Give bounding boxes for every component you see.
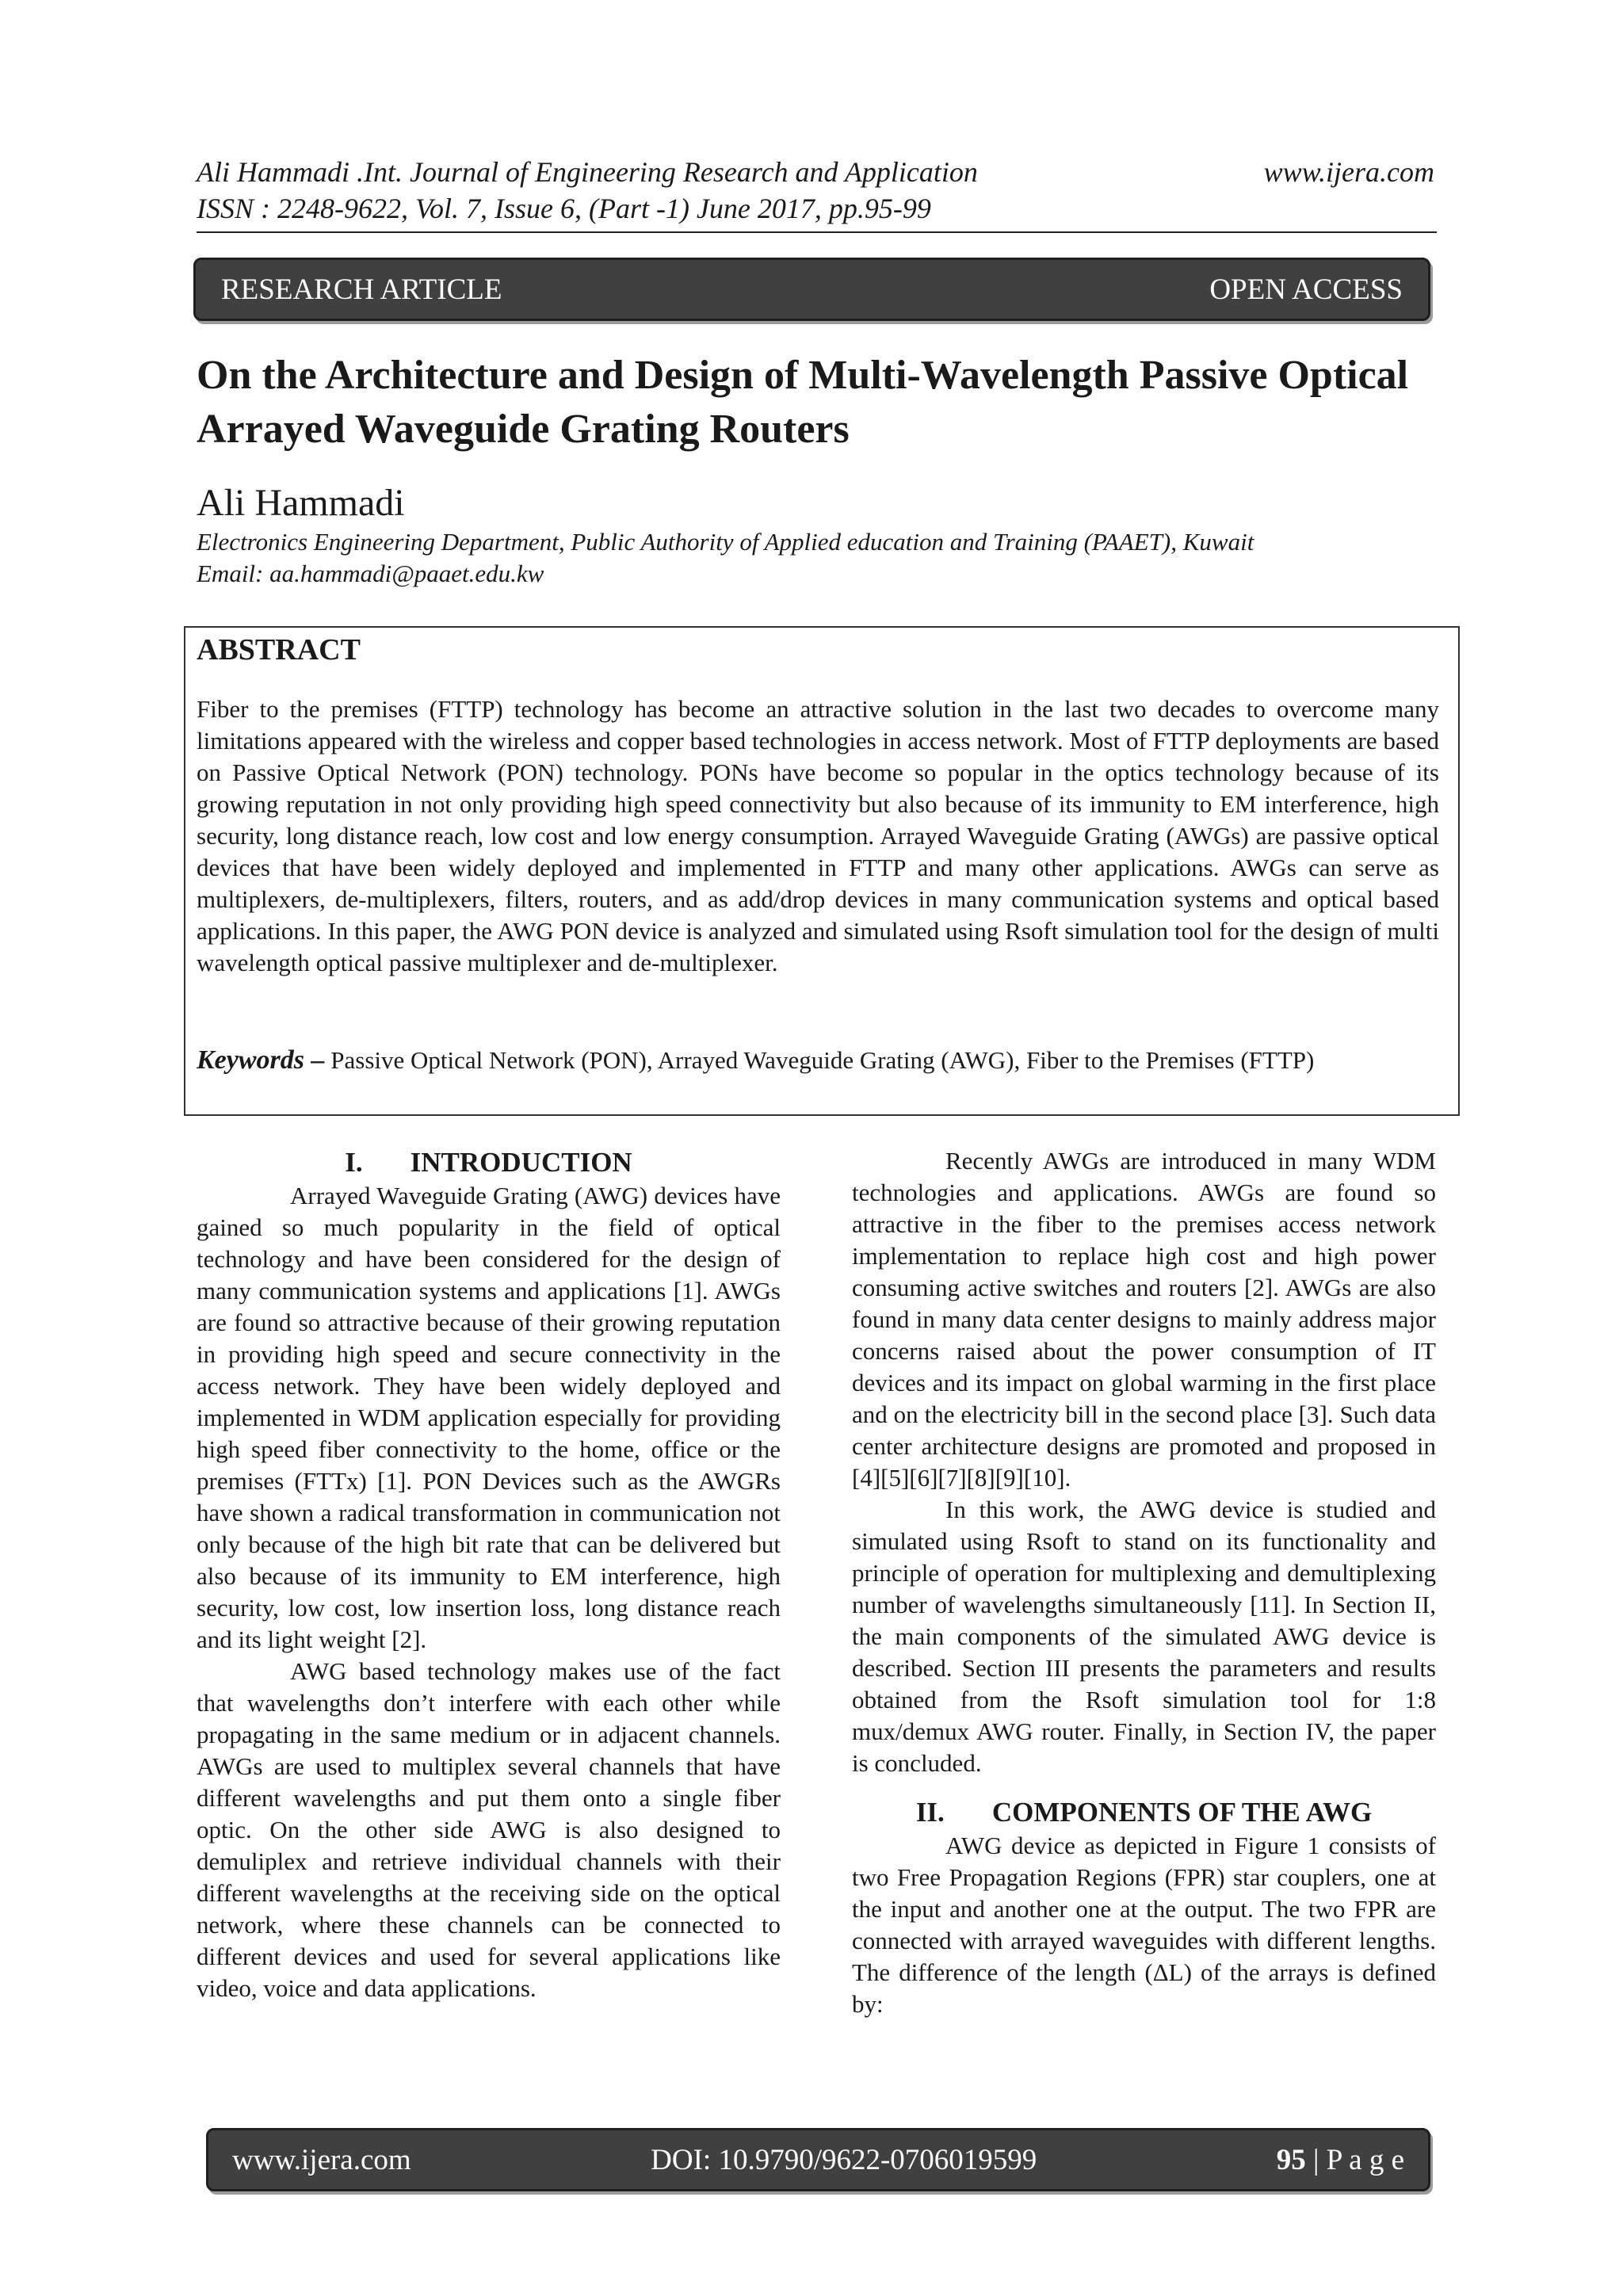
section-heading-introduction: [197, 1145, 781, 1180]
header-divider: [197, 231, 1437, 233]
section-title: INTRODUCTION: [410, 1147, 632, 1178]
section-heading-components: [852, 1795, 1436, 1830]
body-paragraph: In this work, the AWG device is studied and simulated using Rsoft to stand on its functionality and principle of operation for multiplexing and demultiplexing number of wavelengths simultaneously [11]. In Section II, the main components of the simulated AWG device is described. Section III presents the parameters and results obtained from the Rsoft simulation tool for 1:8 mux/demux AWG router. Finally, in Section IV, the paper is concluded.: [852, 1496, 1436, 1777]
issn-line: ISSN : 2248-9622, Vol. 7, Issue 6, (Part -1) June 2017, pp.95-99: [197, 193, 931, 224]
author-affiliation: Electronics Engineering Department, Public Authority of Applied education and Training (PAAET), Kuwait: [197, 528, 1254, 556]
research-article-label: RESEARCH ARTICLE: [221, 273, 502, 306]
author-affiliation-block: [197, 526, 1465, 590]
footer-page: [1277, 2143, 1404, 2177]
body-paragraph: AWG device as depicted in Figure 1 consists of two Free Propagation Regions (FPR) star couplers, one at the input and another one at the output. The two FPR are connected with arrayed waveguides with different lengths. The difference of the length (ΔL) of the arrays is defined by:: [852, 1832, 1436, 2018]
body-paragraph: Recently AWGs are introduced in many WDM technologies and applications. AWGs are found so attractive in the fiber to the premises access network implementation to replace high cost and high power consuming active switches and routers [2]. AWGs are also found in many data center designs to mainly address major concerns raised about the power consumption of IT devices and its impact on global warming in the first place and on the electricity bill in the second place [3]. Such data center architecture designs are promoted and proposed in [4][5][6][7][8][9][10].: [852, 1147, 1436, 1492]
paper-title: On the Architecture and Design of Multi-Wavelength Passive Optical Arrayed Waveguide Grating Routers: [197, 353, 1409, 452]
running-header: [197, 154, 1148, 227]
journal-citation: Ali Hammadi .Int. Journal of Engineering Research and Application: [197, 156, 978, 188]
abstract-text: Fiber to the premises (FTTP) technology has become an attractive solution in the last two decades to overcome many limitations appeared with the wireless and copper based technologies in access network. Most of FTTP deployments are based on Passive Optical Network (PON) technology. PONs have become so popular in the optics technology because of its growing reputation in not only providing high speed connectivity but also because of its immunity to EM interference, high security, long distance reach, low cost and low energy consumption. Arrayed Waveguide Grating (AWGs) are passive optical devices that have been widely deployed and implemented in FTTP and many other applications. AWGs can serve as multiplexers, de-multiplexers, filters, routers, and as add/drop devices in many communication systems and optical based applications. In this paper, the AWG PON device is analyzed and simulated using Rsoft simulation tool for the design of multi wavelength optical passive multiplexer and de-multiplexer.: [197, 695, 1439, 976]
author-email[interactable]: Email: aa.hammadi@paaet.edu.kw: [197, 560, 544, 587]
left-column: [197, 1145, 781, 2004]
section-number: I.: [345, 1147, 363, 1178]
page-number: 95: [1276, 2143, 1306, 2176]
footer-doi[interactable]: DOI: 10.9790/9622-0706019599: [651, 2143, 1037, 2176]
author-name: Ali Hammadi: [197, 482, 405, 524]
footer-website[interactable]: www.ijera.com: [232, 2143, 411, 2176]
section-title: COMPONENTS OF THE AWG: [991, 1797, 1373, 1828]
journal-website[interactable]: www.ijera.com: [1263, 156, 1434, 188]
body-paragraph: Arrayed Waveguide Grating (AWG) devices have gained so much popularity in the field of optical technology and have been considered for the design of many communication systems and applications [1]. AWGs are found so attractive because of their growing reputation in providing high speed and secure connectivity in the access network. They have been widely deployed and implemented in WDM application especially for providing high speed fiber connectivity to the home, office or the premises (FTTx) [1]. PON Devices such as the AWGRs have shown a radical transformation in communication not only because of the high bit rate that can be delivered but also because of its immunity to EM interference, high security, low cost, low insertion loss, long distance reach and its light weight [2].: [197, 1182, 781, 1653]
open-access-label: OPEN ACCESS: [1209, 273, 1403, 306]
page-footer: [206, 2128, 1430, 2191]
keywords-text: Passive Optical Network (PON), Arrayed Waveguide Grating (AWG), Fiber to the Premises (FTTP): [324, 1046, 1315, 1074]
body-paragraph: AWG based technology makes use of the fact that wavelengths don’t interfere with each other while propagating in the same medium or in adjacent channels. AWGs are used to multiplex several channels that have different wavelengths and put them onto a single fiber optic. On the other side AWG is also designed to demuliplex and retrieve individual channels with their different wavelengths at the receiving side on the optical network, where these channels can be connected to different devices and used for several applications like video, voice and data applications.: [197, 1657, 781, 2002]
section-number: II.: [915, 1797, 945, 1828]
abstract-heading: ABSTRACT: [197, 633, 361, 667]
keywords-label: Keywords –: [197, 1045, 325, 1075]
page-label: | P a g e: [1305, 2143, 1404, 2176]
right-column: [852, 1145, 1436, 2020]
article-type-banner: [193, 258, 1430, 321]
keywords: [197, 1045, 1439, 1076]
